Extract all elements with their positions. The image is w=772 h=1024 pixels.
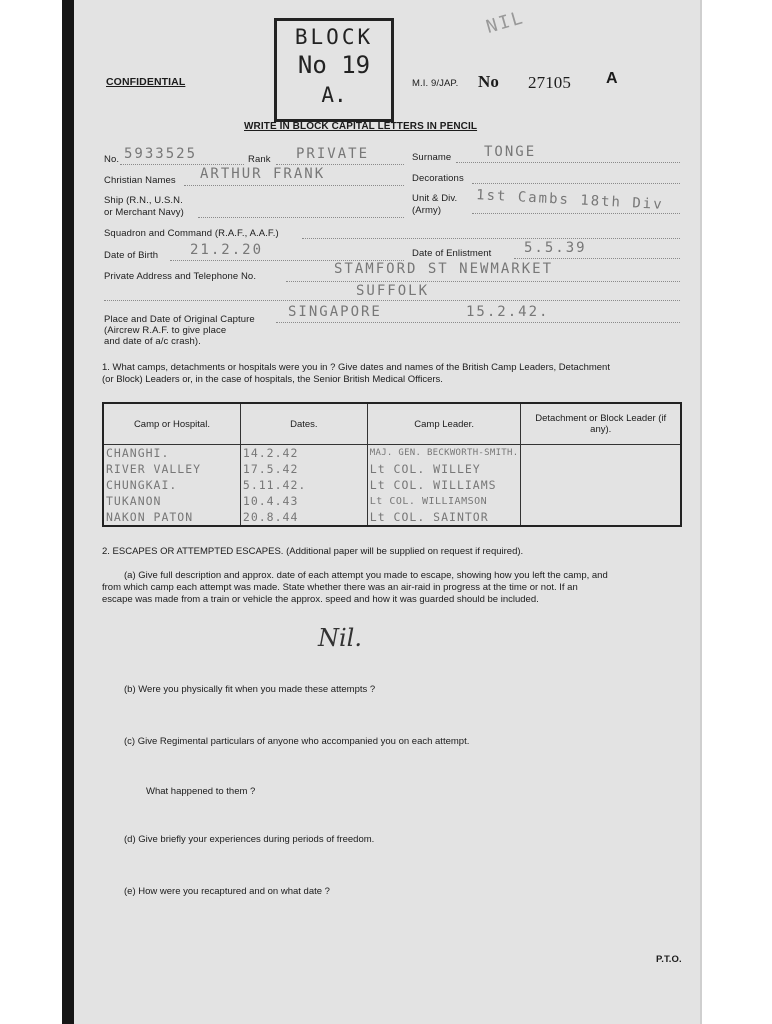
camp-leader: Lt COL. SAINTOR — [367, 509, 521, 526]
table-row — [103, 493, 681, 509]
rank-label: Rank — [248, 154, 271, 165]
ship-label-line2: or Merchant Navy) — [104, 207, 184, 218]
address-label: Private Address and Telephone No. — [104, 271, 257, 282]
camp-leader: Lt COL. WILLIAMS — [367, 477, 521, 493]
block-stamp — [274, 18, 394, 122]
column-header-camp: Camp or Hospital. — [103, 403, 240, 445]
question2-heading: 2. ESCAPES OR ATTEMPTED ESCAPES. (Additional paper will be supplied on request if required). — [102, 546, 524, 557]
address-line1: STAMFORD ST NEWMARKET — [334, 261, 554, 277]
service-number-value: 5933525 — [124, 146, 198, 162]
question2c: (c) Give Regimental particulars of anyone who accompanied you on each attempt. — [124, 736, 470, 747]
pto-label: P.T.O. — [656, 954, 682, 965]
stamp-block-text: BLOCK — [294, 25, 374, 49]
capture-place: SINGAPORE — [288, 304, 382, 320]
decorations-label: Decorations — [412, 173, 464, 184]
question2a-line3: escape was made from a train or vehicle the approx. speed and how it was guarded should be included. — [102, 594, 539, 605]
surname-value: TONGE — [484, 144, 537, 160]
camp-date: 5.11.42. — [240, 477, 367, 493]
question2b: (b) Were you physically fit when you made these attempts ? — [124, 684, 376, 695]
question1-line1: 1. What camps, detachments or hospitals were you in ? Give dates and names of the British Camp Leaders, Detachment — [102, 362, 610, 373]
camp-date: 10.4.43 — [240, 493, 367, 509]
squadron-label: Squadron and Command (R.A.F., A.A.F.) — [104, 228, 279, 239]
table-row — [103, 461, 681, 477]
table-row — [103, 509, 681, 526]
camp-name: CHUNGKAI. — [103, 477, 240, 493]
question2a-line1: (a) Give full description and approx. date of each attempt you made to escape, showing how you left the camp, and — [124, 570, 608, 581]
capture-date: 15.2.42. — [466, 304, 550, 320]
enlistment-value: 5.5.39 — [524, 240, 587, 256]
christian-names-label: Christian Names — [104, 175, 176, 186]
detachment-leader — [521, 493, 681, 509]
question2e: (e) How were you recaptured and on what date ? — [124, 886, 330, 897]
stamp-number-text: No 19 — [297, 51, 371, 79]
reference-prefix: M.I. 9/JAP. — [412, 78, 459, 89]
camp-date: 17.5.42 — [240, 461, 367, 477]
detachment-leader — [521, 509, 681, 526]
question1-line2: (or Block) Leaders or, in the case of hospitals, the Senior British Medical Officers. — [102, 374, 443, 385]
camp-date: 20.8.44 — [240, 509, 367, 526]
dob-value: 21.2.20 — [190, 242, 264, 258]
stamp-letter-text: A. — [321, 83, 347, 107]
enlistment-label: Date of Enlistment — [412, 248, 492, 259]
capture-label-line1: Place and Date of Original Capture — [104, 314, 255, 325]
unit-label-line2: (Army) — [412, 205, 442, 216]
camp-name: NAKON PATON — [103, 509, 240, 526]
question2c-followup: What happened to them ? — [146, 786, 256, 797]
camp-name: CHANGHI. — [103, 445, 240, 462]
instruction-heading: WRITE IN BLOCK CAPITAL LETTERS IN PENCIL — [244, 121, 478, 132]
detachment-leader — [521, 477, 681, 493]
number-label: No — [478, 72, 499, 91]
question2d: (d) Give briefly your experiences during periods of freedom. — [124, 834, 375, 845]
column-header-camp-leader: Camp Leader. — [367, 403, 521, 445]
answer-a-nil: Nil. — [318, 624, 362, 652]
binding-edge — [62, 0, 74, 1024]
table-row — [103, 477, 681, 493]
unit-label-line1: Unit & Div. — [412, 193, 458, 204]
camp-name: TUKANON — [103, 493, 240, 509]
christian-names-value: ARTHUR FRANK — [200, 166, 326, 182]
capture-label-line3: and date of a/c crash). — [104, 336, 201, 347]
address-line2: SUFFOLK — [356, 283, 430, 299]
form-number: 27105 — [528, 73, 571, 92]
camps-table — [102, 402, 682, 527]
unit-value: 1st Cambs 18th Div — [475, 187, 665, 213]
confidential-label: CONFIDENTIAL — [106, 76, 186, 88]
corner-note: NIL — [483, 7, 527, 38]
camp-date: 14.2.42 — [240, 445, 367, 462]
rank-value: PRIVATE — [296, 146, 370, 162]
column-header-detachment: Detachment or Block Leader (if any). — [521, 403, 681, 445]
dob-label: Date of Birth — [104, 250, 159, 261]
detachment-leader — [521, 445, 681, 462]
column-header-dates: Dates. — [240, 403, 367, 445]
surname-label: Surname — [412, 152, 452, 163]
camp-leader: Lt COL. WILLIAMSON — [367, 493, 521, 509]
no-label: No. — [104, 154, 120, 165]
series-letter: A — [606, 70, 618, 87]
question2a-line2: from which camp each attempt was made. State whether there was an air-raid in progress at the time or not. If an — [102, 582, 578, 593]
camp-leader: Lt COL. WILLEY — [367, 461, 521, 477]
camp-name: RIVER VALLEY — [103, 461, 240, 477]
ship-label-line1: Ship (R.N., U.S.N. — [104, 195, 183, 206]
table-row — [103, 445, 681, 462]
detachment-leader — [521, 461, 681, 477]
camp-leader: MAJ. GEN. BECKWORTH-SMITH. — [367, 445, 521, 462]
capture-label-line2: (Aircrew R.A.F. to give place — [104, 325, 227, 336]
